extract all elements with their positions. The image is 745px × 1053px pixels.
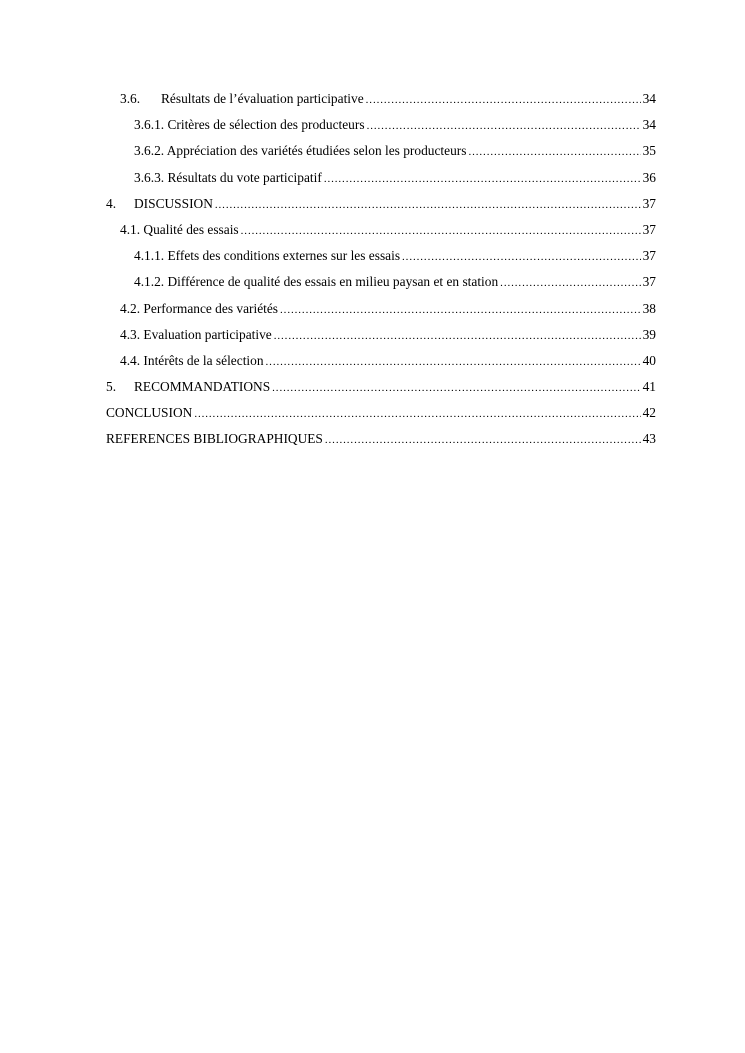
toc-entry-4-1-2[interactable] <box>106 269 656 295</box>
toc-entry-title: 4.3. Evaluation participative <box>120 326 272 342</box>
toc-entry-3-6-2[interactable] <box>106 138 656 164</box>
toc-entry-3-6[interactable] <box>106 86 656 112</box>
toc-entry-page: 41 <box>642 379 656 395</box>
toc-dot-leader <box>272 375 640 401</box>
toc-entry-title: DISCUSSION <box>134 195 213 211</box>
toc-entry-number: 4. <box>106 195 117 211</box>
toc-entry-5[interactable] <box>106 374 656 400</box>
toc-entry-page: 37 <box>642 195 656 211</box>
toc-dot-leader <box>402 244 641 270</box>
toc-dot-leader <box>500 270 640 296</box>
toc-entry-page: 34 <box>642 117 656 133</box>
toc-entry-title: 4.4. Intérêts de la sélection <box>120 352 264 368</box>
toc-dot-leader <box>325 427 641 453</box>
toc-entry-page: 36 <box>642 169 656 185</box>
toc-entry-title: 4.2. Performance des variétés <box>120 300 279 316</box>
toc-entry-page: 35 <box>642 143 656 159</box>
toc-dot-leader <box>266 349 641 375</box>
toc-entry-title: 3.6.2. Appréciation des variétés étudiées selon les producteurs <box>134 143 467 159</box>
toc-entry-page: 40 <box>642 352 656 368</box>
toc-dot-leader <box>324 166 641 192</box>
toc-entry-4-4[interactable] <box>106 348 656 374</box>
toc-dot-leader <box>280 297 641 323</box>
toc-entry-title: Résultats de l’évaluation participative <box>161 91 364 106</box>
toc-entry-page: 39 <box>642 326 656 342</box>
toc-entry-title: 3.6.1. Critères de sélection des producteurs <box>134 117 365 133</box>
toc-entry-title: 4.1.1. Effets des conditions externes sur les essais <box>134 248 401 264</box>
toc-entry-title: 4.1.2. Différence de qualité des essais en milieu paysan et en station <box>134 274 499 290</box>
toc-entry-title: RECOMMANDATIONS <box>134 379 271 395</box>
toc-entry-title: 4.1. Qualité des essais <box>120 221 239 237</box>
toc-dot-leader <box>194 401 640 427</box>
toc-entry-references[interactable] <box>106 426 656 452</box>
toc-dot-leader <box>274 323 641 349</box>
toc-entry-page: 43 <box>642 431 656 447</box>
toc-entry-4-2[interactable] <box>106 296 656 322</box>
toc-dot-leader <box>215 192 641 218</box>
toc-entry-title: 3.6.3. Résultats du vote participatif <box>134 169 322 185</box>
toc-dot-leader <box>241 218 641 244</box>
toc-entry-4-3[interactable] <box>106 322 656 348</box>
toc-dot-leader <box>366 87 641 113</box>
toc-entry-number: 3.6. <box>120 91 141 106</box>
toc-entry-conclusion[interactable] <box>106 400 656 426</box>
toc-entry-3-6-1[interactable] <box>106 112 656 138</box>
toc-entry-page: 37 <box>642 274 656 290</box>
toc-entry-4-1-1[interactable] <box>106 243 656 269</box>
toc-entry-page: 34 <box>642 91 656 106</box>
toc-entry-title: REFERENCES BIBLIOGRAPHIQUES <box>106 431 323 447</box>
toc-dot-leader <box>367 113 641 139</box>
toc-entry-page: 37 <box>642 221 656 237</box>
toc-entry-page: 37 <box>642 248 656 264</box>
toc-entry-page: 42 <box>642 405 656 421</box>
toc-entry-page: 38 <box>642 300 656 316</box>
toc-entry-4-1[interactable] <box>106 217 656 243</box>
toc-entry-title: CONCLUSION <box>106 405 193 421</box>
toc-entry-4[interactable] <box>106 191 656 217</box>
toc-entry-number: 5. <box>106 379 117 395</box>
toc-dot-leader <box>468 139 640 165</box>
table-of-contents <box>106 86 656 453</box>
toc-entry-3-6-3[interactable] <box>106 165 656 191</box>
